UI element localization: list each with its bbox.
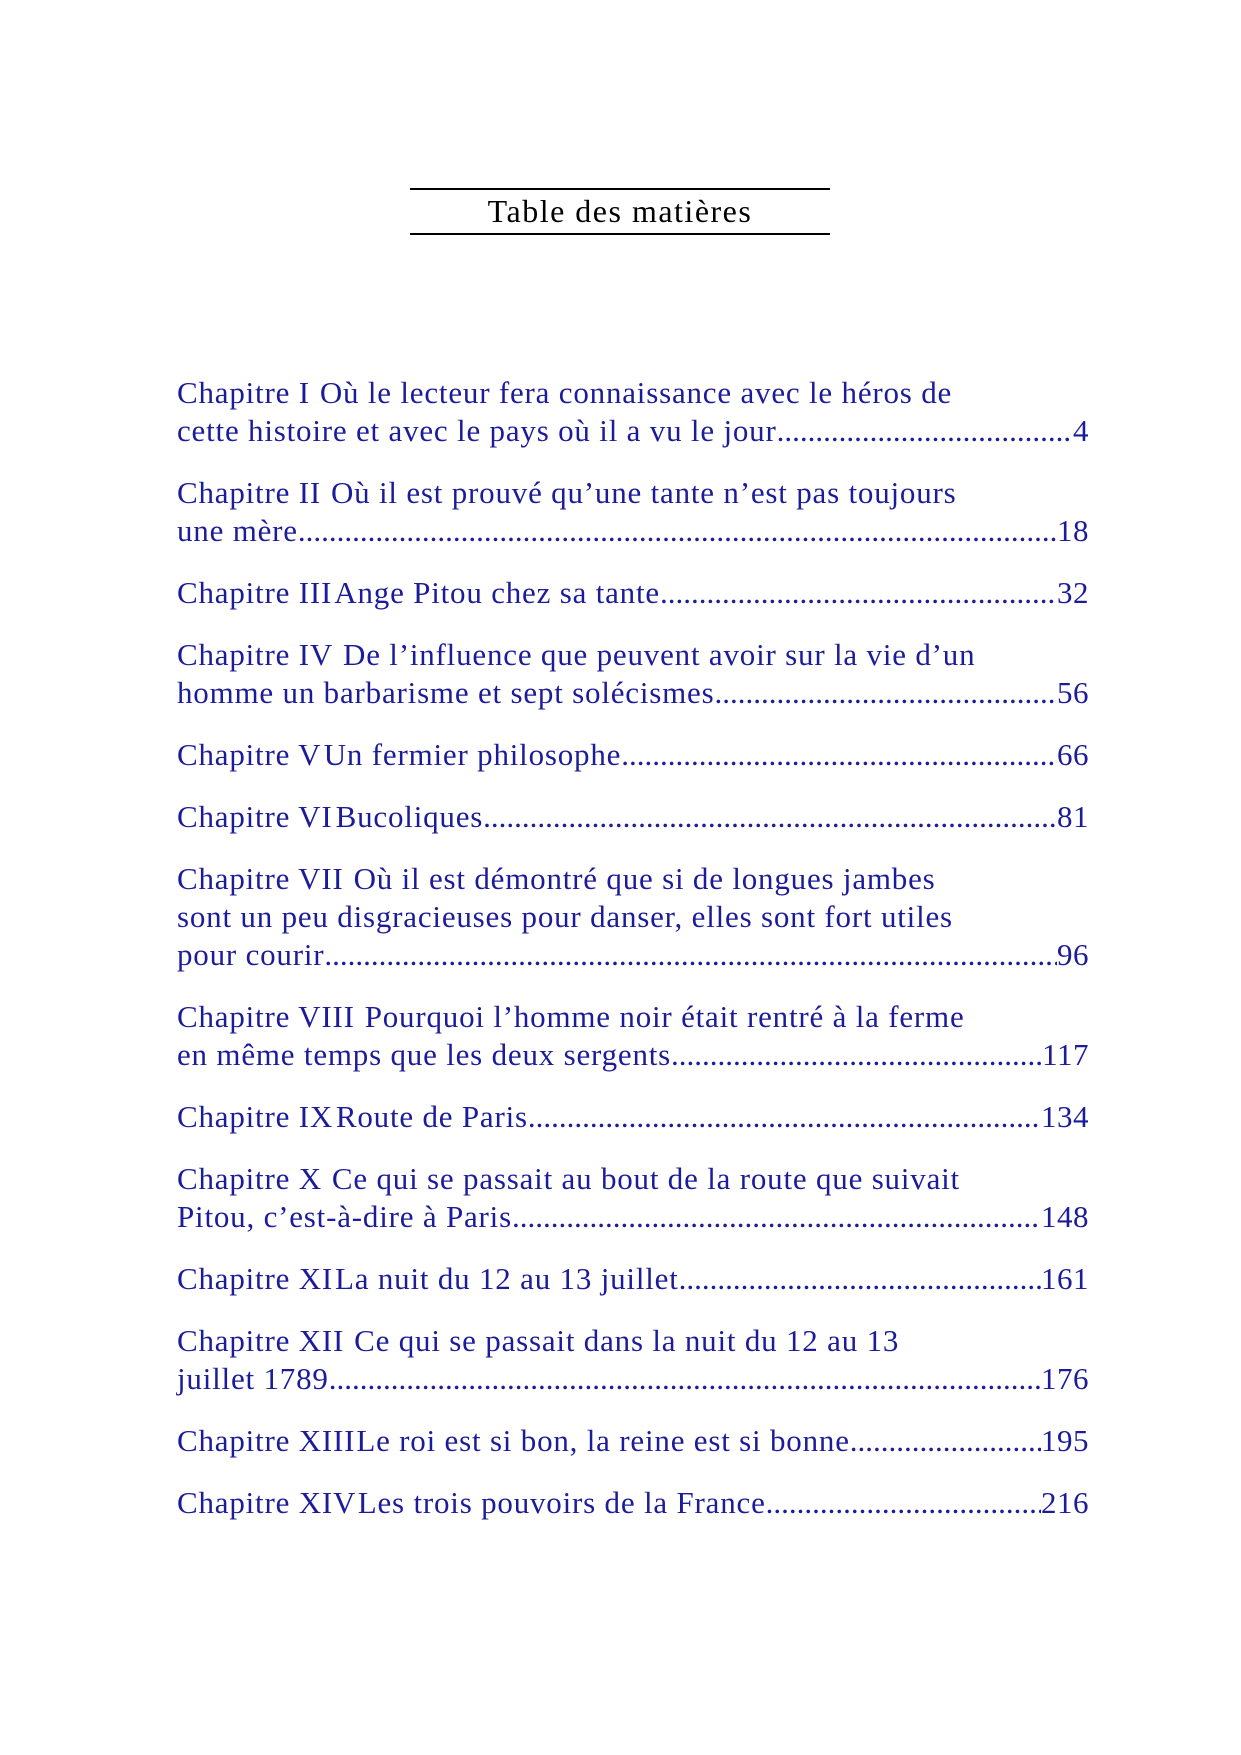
chapter-title-text: Ange Pitou chez sa tante [334,575,660,610]
chapter-title-text: Où le lecteur fera connaissance avec le héros de [319,375,953,410]
dot-leader [329,1360,1041,1398]
chapter-title-text: De l’influence que peuvent avoir sur la vie d’un [343,637,976,672]
toc-entry-line [177,512,1089,550]
chapter-title-text: pour courir [177,937,325,972]
page-number[interactable]: 148 [1041,1199,1089,1234]
toc-entry[interactable] [177,736,1089,774]
chapter-title-text: Le roi est si bon, la reine est si bonne [356,1423,850,1458]
chapter-title-text: Pitou, c’est-à-dire à Paris [177,1199,512,1234]
toc-entry-line [177,1422,1089,1460]
dot-leader [298,512,1057,550]
toc-entry-line [177,636,1089,674]
toc-entry-line [177,374,1089,412]
dot-leader [714,674,1057,712]
page-number[interactable]: 96 [1057,937,1089,972]
toc-entry-line [177,574,1089,612]
toc-entry[interactable] [177,1484,1089,1522]
chapter-title-text: La nuit du 12 au 13 juillet [335,1261,679,1296]
toc-entry-line [177,474,1089,512]
toc-entry-line [177,898,1089,936]
page-number[interactable]: 56 [1057,675,1089,710]
chapter-number: Chapitre IX [177,1099,334,1134]
chapter-number: Chapitre VII [177,861,344,896]
dot-leader [512,1198,1041,1236]
chapter-title-text: juillet 1789 [177,1361,329,1396]
page-number[interactable]: 117 [1042,1037,1089,1072]
toc-entry-line [177,936,1089,974]
toc-entry[interactable] [177,1322,1089,1398]
page-title: Table des matières [487,193,753,229]
toc-entry[interactable] [177,1160,1089,1236]
toc-entry-line [177,1036,1089,1074]
page-number[interactable]: 4 [1073,413,1089,448]
page-number[interactable]: 32 [1057,575,1089,610]
toc-entry-line [177,1160,1089,1198]
chapter-number: Chapitre I [177,375,310,410]
dot-leader [621,736,1057,774]
chapter-title-text: en même temps que les deux sergents [177,1037,672,1072]
chapter-title-text: Un fermier philosophe [323,737,622,772]
toc-entry[interactable] [177,1422,1089,1460]
toc-entry-line [177,860,1089,898]
toc-title-block [410,188,830,235]
toc-entry[interactable] [177,860,1089,974]
page-number[interactable]: 81 [1057,799,1089,834]
toc-entry[interactable] [177,474,1089,550]
toc-entry-line [177,736,1089,774]
dot-leader [324,936,1057,974]
chapter-title-text: Où il est démontré que si de longues jambes [353,861,936,896]
chapter-number: Chapitre VI [177,799,333,834]
page-number[interactable]: 134 [1041,1099,1089,1134]
chapter-number: Chapitre V [177,737,322,772]
dot-leader [777,412,1073,450]
toc-entry[interactable] [177,998,1089,1074]
chapter-number: Chapitre XII [177,1323,345,1358]
page-number[interactable]: 216 [1041,1485,1089,1520]
chapter-title-text: Ce qui se passait dans la nuit du 12 au 13 [354,1323,900,1358]
chapter-title-text: cette histoire et avec le pays où il a vu le jour [177,413,777,448]
toc-entry[interactable] [177,374,1089,450]
page-number[interactable]: 176 [1041,1361,1089,1396]
page-number[interactable]: 18 [1057,513,1089,548]
chapter-number: Chapitre X [177,1161,322,1196]
toc-entry-line [177,412,1089,450]
chapter-number: Chapitre XIII [177,1423,356,1458]
toc-entry[interactable] [177,1260,1089,1298]
toc-entry-line [177,998,1089,1036]
toc-entry-line [177,674,1089,712]
toc-entry-line [177,1198,1089,1236]
chapter-number: Chapitre XI [177,1261,334,1296]
chapter-title-text: Route de Paris [335,1099,528,1134]
toc-entry-line [177,1098,1089,1136]
toc-entry[interactable] [177,798,1089,836]
page-number[interactable]: 195 [1041,1423,1089,1458]
toc-entry-line [177,1360,1089,1398]
dot-leader [660,574,1057,612]
toc-entry-line [177,1260,1089,1298]
dot-leader [766,1484,1041,1522]
toc-entry-line [177,798,1089,836]
dot-leader [671,1036,1042,1074]
chapter-number: Chapitre III [177,575,333,610]
chapter-title-text: Pourquoi l’homme noir était rentré à la ferme [364,999,965,1034]
toc-entry-line [177,1484,1089,1522]
table-of-contents [177,374,1089,1546]
chapter-title-text: sont un peu disgracieuses pour danser, elles sont fort utiles [177,899,953,934]
chapter-title-text: Où il est prouvé qu’une tante n’est pas toujours [330,475,957,510]
page-number[interactable]: 66 [1057,737,1089,772]
chapter-number: Chapitre XIV [177,1485,357,1520]
chapter-title-text: Ce qui se passait au bout de la route que suivait [331,1161,960,1196]
dot-leader [483,798,1057,836]
chapter-title-text: homme un barbarisme et sept solécismes [177,675,715,710]
toc-entry[interactable] [177,574,1089,612]
toc-entry[interactable] [177,636,1089,712]
chapter-title-text: Les trois pouvoirs de la France [357,1485,766,1520]
chapter-number: Chapitre VIII [177,999,355,1034]
chapter-title-text: Bucoliques [335,799,484,834]
chapter-number: Chapitre II [177,475,321,510]
dot-leader [528,1098,1041,1136]
dot-leader [850,1422,1041,1460]
page-number[interactable]: 161 [1041,1261,1089,1296]
toc-entry[interactable] [177,1098,1089,1136]
chapter-number: Chapitre IV [177,637,334,672]
dot-leader [679,1260,1041,1298]
chapter-title-text: une mère [177,513,298,548]
toc-entry-line [177,1322,1089,1360]
